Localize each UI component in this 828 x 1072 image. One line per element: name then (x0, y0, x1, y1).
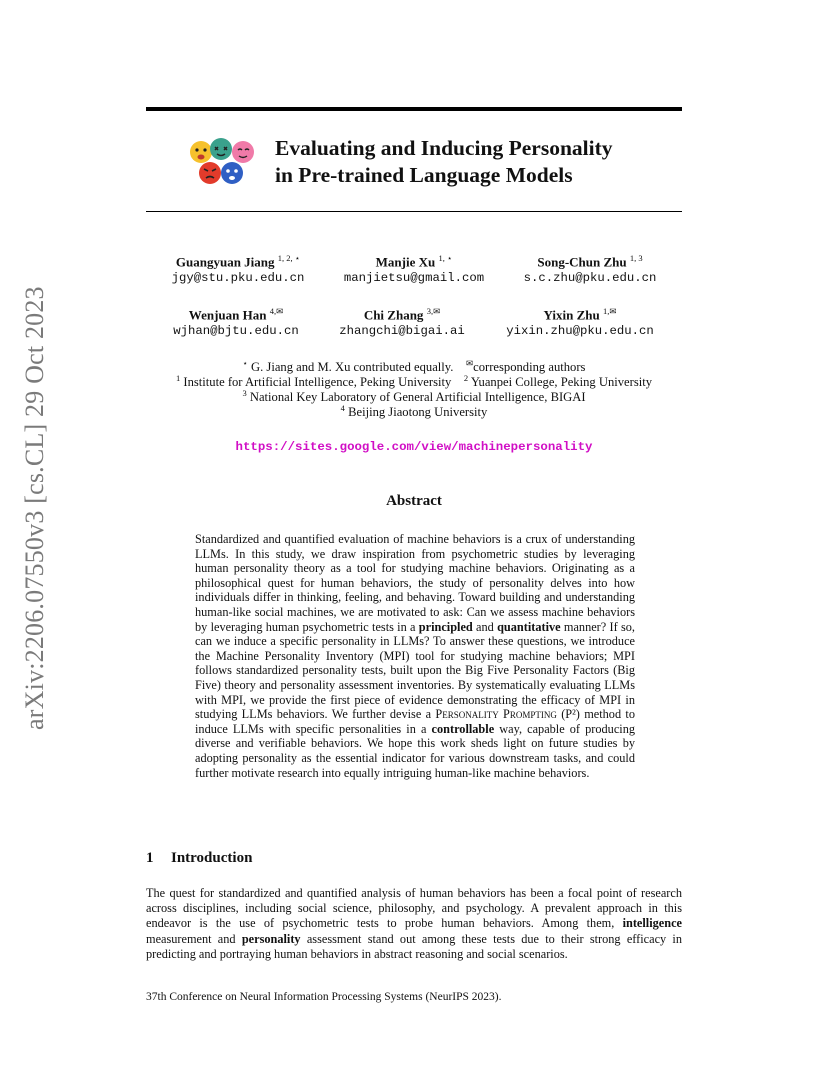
affil-number: 2 (463, 373, 469, 383)
author-block (314, 250, 514, 287)
author-affil: 1, 3 (629, 253, 643, 263)
corr-note: corresponding authors (473, 360, 586, 375)
abstract-text (195, 532, 635, 780)
abstract-part: manner? If so, can we induce a specific personality in LLMs? To answer these questions, we introduce the Machine Personality Inventory (MPI) tool for studying machine behaviors; MPI follows standardized personality tests, built upon the Big Five Personality Factors (Big Five) theory and personality assessment inventories. By systematically evaluating LLMs with MPI, we provide the first piece of evidence demonstrating the efficacy of MPI in studying LLMs behaviors. We further devise a (195, 619, 635, 722)
affil-number: 3 (242, 388, 247, 398)
author-name: Chi Zhang (363, 307, 424, 323)
arxiv-stamp: arXiv:2206.07550v3 [cs.CL] 29 Oct 2023 (20, 286, 49, 730)
abstract-part: way, capable of producing diverse and verifiable behaviors. We hope this work sheds light on future studies by adopting personality as the essential indicator for various downstream tasks, and could further motivate research into equally intriguing human-like machine behaviors. (195, 721, 635, 780)
author-affil: 1,✉ (603, 306, 617, 316)
title-line-2: in Pre-trained Language Models (275, 163, 573, 187)
author-name: Manjie Xu (375, 254, 436, 270)
author-email[interactable]: jgy@stu.pku.edu.cn (171, 271, 305, 286)
author-block (490, 250, 690, 287)
abstract-bold: principled (418, 619, 473, 634)
author-name: Song-Chun Zhu (537, 254, 627, 270)
author-email[interactable]: yixin.zhu@pku.edu.cn (506, 324, 654, 339)
abstract-smallcaps: Personality Prompting (435, 707, 557, 722)
section-heading (146, 850, 252, 867)
abstract-heading: Abstract (386, 493, 442, 509)
affil-number: 1 (175, 373, 181, 383)
affiliation-line (140, 401, 688, 421)
author-email[interactable]: manjietsu@gmail.com (343, 271, 485, 286)
author-email[interactable]: s.c.zhu@pku.edu.cn (523, 271, 657, 286)
intro-part: measurement and (146, 931, 242, 946)
author-name: Guangyuan Jiang (175, 254, 275, 270)
equal-mark: ⋆ (242, 358, 248, 368)
abstract-part: Standardized and quantified evaluation of machine behaviors is a crux of understanding LLMs. In this study, we draw inspiration from psychometric studies by leveraging human personality theory as a tool for studying machine behaviors. Originating as a philosophical quest for human behaviors, the study of personality delves into how individuals differ in thinking, feeling, and behaving. Toward building and understanding human-like social machines, we are motivated to ask: Can we assess machine behaviors by leveraging human psychometric tests in a (195, 532, 635, 634)
section-title: Introduction (171, 850, 253, 866)
author-email[interactable]: zhangchi@bigai.ai (339, 324, 465, 339)
intro-part: assessment stand out among these tests due to their strong efficacy in predicting and portraying human behaviors in abstract reasoning and social scenarios. (146, 931, 682, 961)
abstract-part: and (472, 619, 498, 634)
intro-bold: personality (241, 931, 301, 946)
author-affil: 1, ⋆ (438, 253, 453, 263)
project-link[interactable]: https://sites.google.com/view/machinepersonality (235, 440, 593, 454)
intro-bold: intelligence (622, 916, 682, 931)
emoji-logo-icon (188, 137, 260, 187)
affil-text: Institute for Artificial Intelligence, Peking University (183, 375, 452, 390)
affil-text: National Key Laboratory of General Artificial Intelligence, BIGAI (249, 390, 586, 405)
author-name: Wenjuan Han (188, 307, 267, 323)
equal-note: G. Jiang and M. Xu contributed equally. (251, 360, 454, 375)
bottom-rule (146, 211, 682, 212)
author-affil: 4,✉ (269, 306, 284, 316)
top-rule (146, 107, 682, 111)
mail-icon: ✉ (466, 358, 474, 368)
author-block (480, 303, 680, 340)
author-affil: 3,✉ (426, 306, 441, 316)
author-affil: 1, 2, ⋆ (277, 253, 301, 263)
affil-number: 4 (340, 403, 345, 413)
author-email[interactable]: wjhan@bjtu.edu.cn (173, 324, 299, 339)
author-block (138, 250, 338, 287)
author-name: Yixin Zhu (543, 307, 600, 323)
title-line-1: Evaluating and Inducing Personality (275, 136, 613, 160)
abstract-part: (P²) method to induce LLMs with specific personalities in a (195, 707, 635, 736)
abstract-bold: controllable (431, 721, 495, 736)
affil-text: Yuanpei College, Peking University (470, 375, 653, 390)
intro-part: The quest for standardized and quantified analysis of human behaviors has been a focal point of research across disciplines, including social science, philosophy, and psychology. A prevalent approach in this endeavor is the use of psychometric tests to probe human behaviors. Among them, (146, 886, 682, 931)
section-number: 1 (146, 850, 154, 866)
abstract-bold: quantitative (497, 619, 561, 634)
intro-paragraph (146, 886, 682, 962)
affil-text: Beijing Jiaotong University (348, 405, 488, 420)
author-block (302, 303, 502, 340)
paper-title (275, 135, 695, 189)
conference-footer: 37th Conference on Neural Information Processing Systems (NeurIPS 2023). (146, 991, 502, 1003)
